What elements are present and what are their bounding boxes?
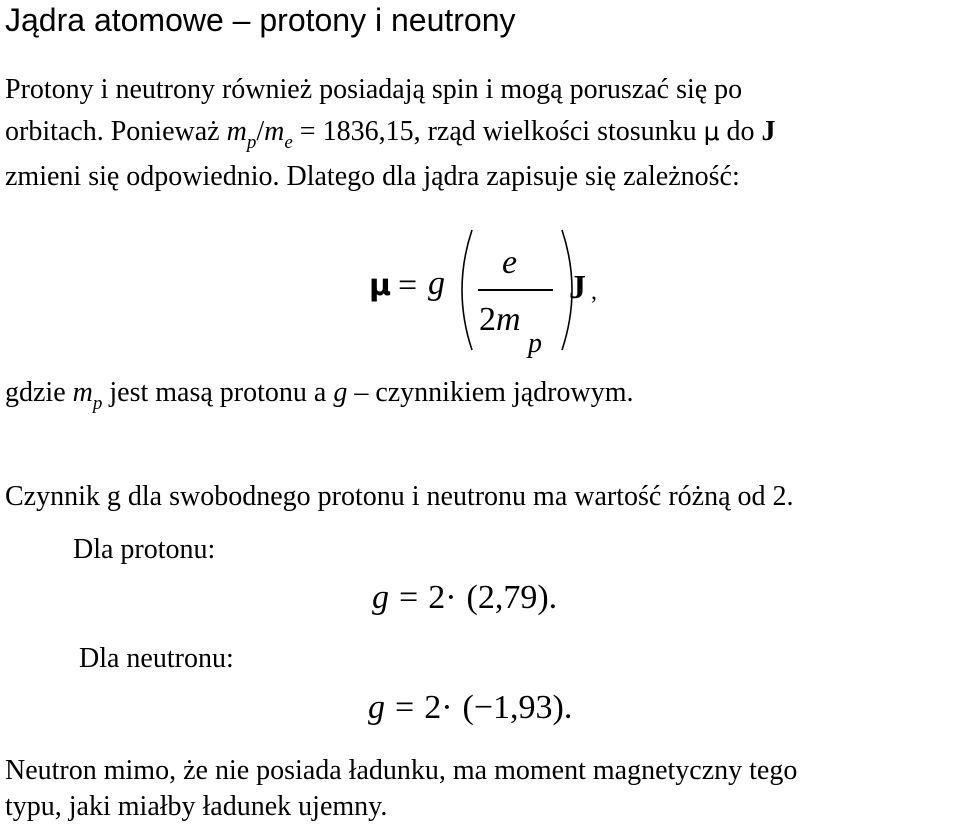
closing-line-1: Neutron mimo, że nie posiada ładunku, ma moment magnetyczny tego: [5, 755, 798, 786]
where-subscript: p: [92, 393, 103, 414]
where-mass-symbol: m: [72, 377, 93, 408]
left-paren: [462, 230, 472, 350]
right-paren: [562, 230, 572, 350]
formula-J: J: [569, 269, 586, 306]
subscript-p: p: [246, 132, 257, 153]
where-text-b: jest masą protonu a: [102, 377, 334, 408]
intro-text-b: = 1836,15, rząd wielkości stosunku: [292, 116, 704, 147]
where-line: [5, 372, 633, 417]
factor-text: Czynnik g dla swobodnego protonu i neutronu ma wartość różną od 2.: [5, 481, 794, 512]
neutron-dot: ·: [441, 689, 453, 726]
where-g-symbol: g: [333, 377, 348, 408]
proton-value: (2,79).: [466, 579, 558, 616]
mass-symbol-proton: m: [226, 116, 247, 147]
formula-denominator: [479, 300, 521, 340]
mu-symbol: μ: [703, 117, 720, 146]
proton-two: 2: [428, 579, 446, 616]
closing-line-2: typu, jaki miałby ładunek ujemny.: [5, 791, 388, 822]
where-text-c: – czynnikiem jądrowym.: [347, 377, 634, 408]
formula-mu: μ: [369, 268, 392, 303]
intro-line-1: Protony i neutrony również posiadają spin i mogą poruszać się po: [5, 74, 743, 105]
intro-line-2: [5, 111, 776, 156]
proton-label: Dla protonu:: [73, 534, 216, 565]
intro-line-3: zmieni się odpowiednio. Dlatego dla jądra zapisuje się zależność:: [5, 161, 740, 192]
proton-equals: =: [399, 579, 419, 616]
slash: /: [256, 116, 265, 147]
formula-comma: ,: [591, 279, 597, 305]
denominator-m: m: [496, 301, 521, 338]
subscript-e: e: [284, 132, 293, 153]
proton-g: g: [372, 579, 389, 616]
closing-paragraph: [5, 753, 797, 825]
denominator-two: 2: [479, 301, 496, 338]
neutron-equals: =: [395, 689, 415, 726]
formula-numerator: e: [502, 244, 518, 281]
proton-dot: ·: [445, 579, 457, 616]
proton-equation: [372, 578, 557, 618]
denominator-subscript: p: [528, 328, 542, 359]
page-title: Jądra atomowe – protony i neutrony: [5, 2, 516, 38]
fraction-bar: [478, 289, 553, 291]
neutron-value: (−1,93).: [462, 689, 573, 726]
formula-equals: =: [398, 267, 418, 304]
intro-paragraph: [5, 69, 776, 198]
intro-text-a: orbitach. Ponieważ: [5, 116, 227, 147]
neutron-g: g: [368, 689, 385, 726]
neutron-label: Dla neutronu:: [79, 643, 234, 674]
neutron-two: 2: [424, 689, 442, 726]
where-text-a: gdzie: [5, 377, 73, 408]
mass-symbol-electron: m: [264, 116, 285, 147]
formula-g: g: [428, 265, 445, 302]
intro-text-c: do: [719, 116, 762, 147]
neutron-equation: [368, 688, 572, 728]
J-symbol: J: [761, 116, 776, 147]
